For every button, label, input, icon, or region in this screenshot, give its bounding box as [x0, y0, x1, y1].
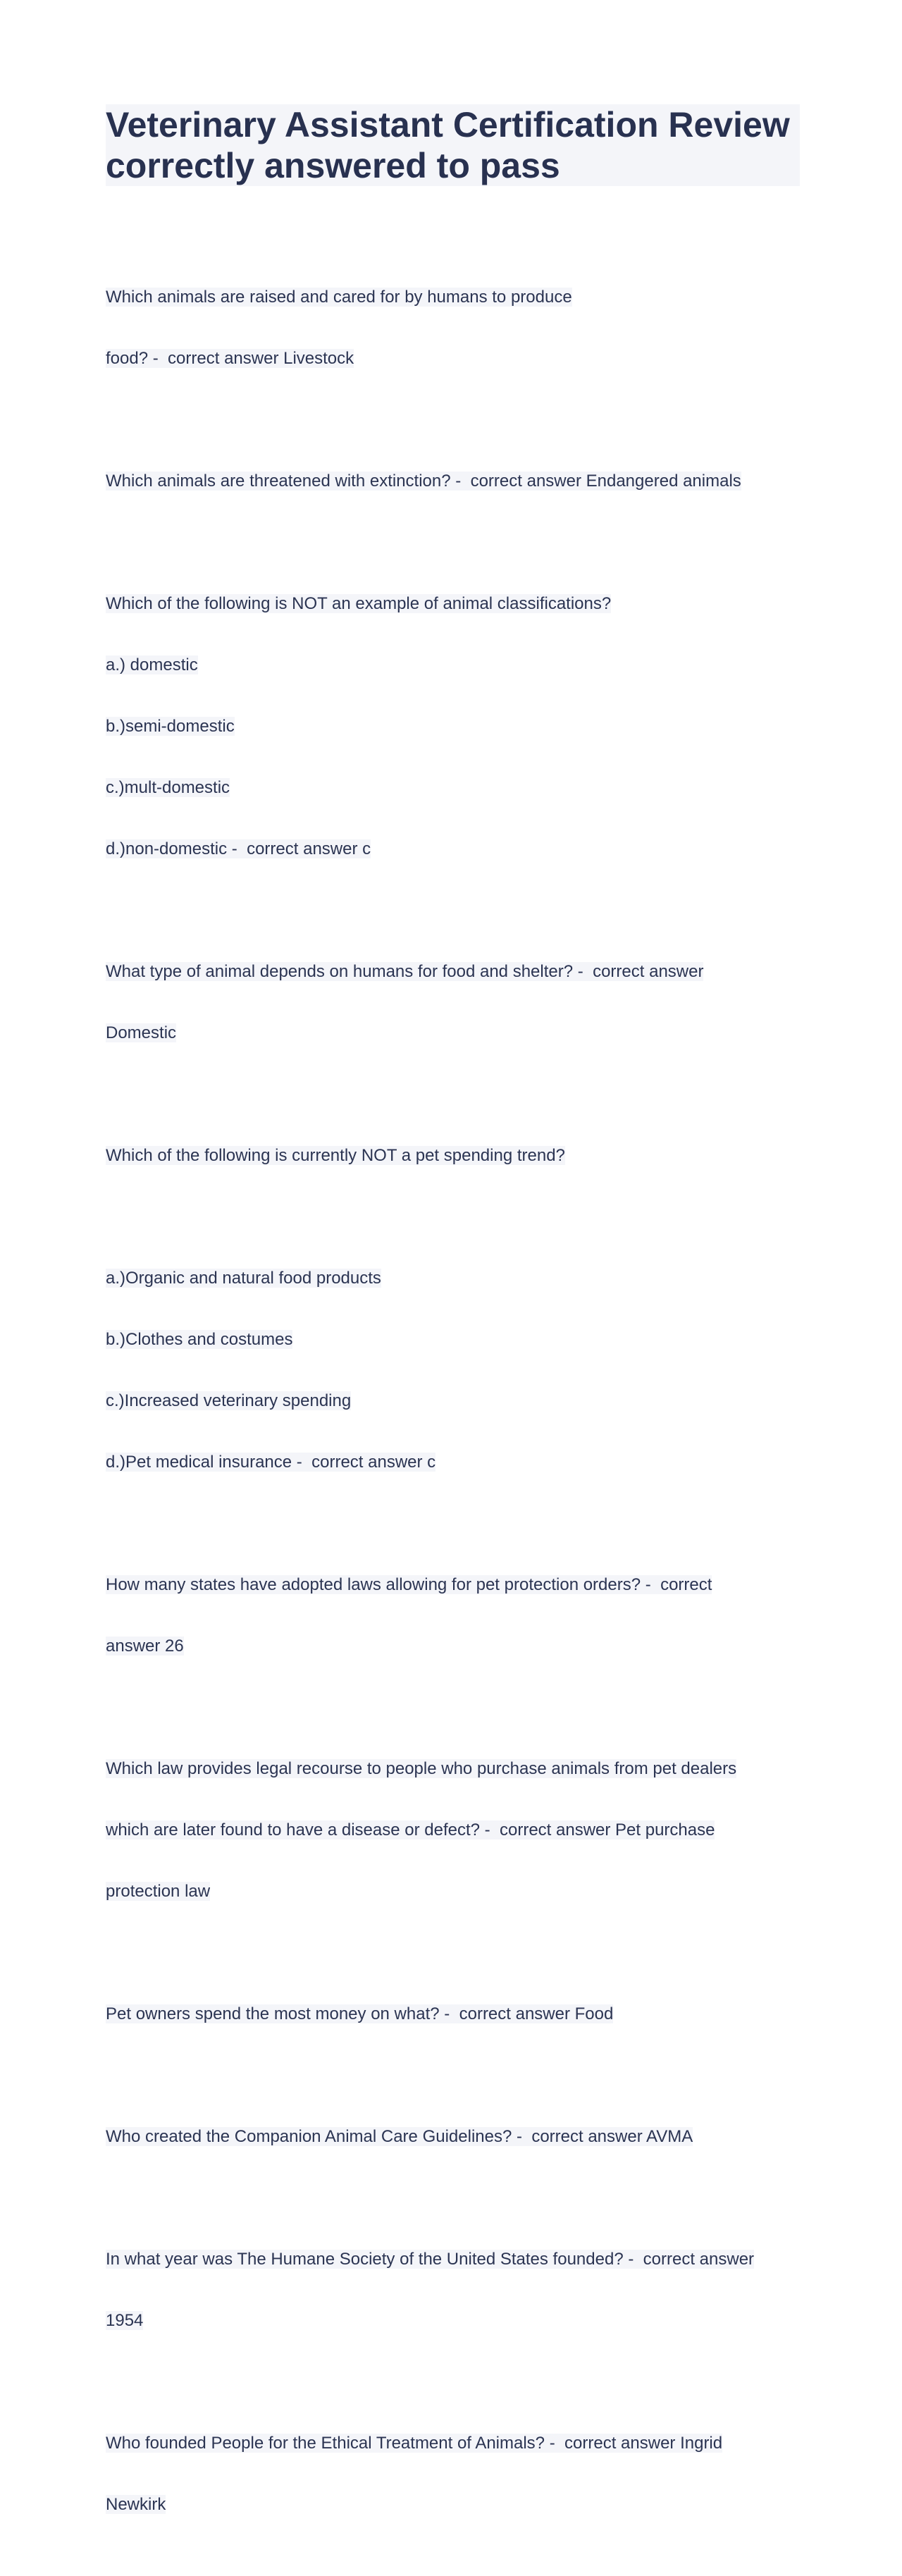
qa-item	[106, 553, 800, 900]
qa-option: d.)non-domestic - correct answer c	[106, 839, 371, 858]
qa-line: food? - correct answer Livestock	[106, 349, 354, 368]
qa-option: b.)semi-domestic	[106, 717, 235, 736]
qa-line: Who founded People for the Ethical Treatment of Animals? - correct answer Ingrid	[106, 2434, 723, 2453]
qa-item	[106, 430, 800, 532]
qa-line: Who created the Companion Animal Care Guidelines? - correct answer AVMA	[106, 2127, 693, 2146]
qa-option: b.)Clothes and costumes	[106, 1330, 293, 1349]
qa-line: In what year was The Humane Society of the United States founded? - correct answer	[106, 2250, 755, 2269]
qa-line: 1954	[106, 2311, 144, 2330]
qa-item	[106, 2208, 800, 2372]
qa-line: Newkirk	[106, 2495, 166, 2514]
qa-line: Which animals are threatened with extinction? - correct answer Endangered animals	[106, 472, 741, 491]
qa-option: d.)Pet medical insurance - correct answer c	[106, 1453, 436, 1472]
qa-option: a.)Organic and natural food products	[106, 1269, 381, 1288]
qa-option: c.)mult-domestic	[106, 778, 230, 797]
qa-line: Which animals are raised and cared for by humans to produce	[106, 288, 572, 307]
qa-item	[106, 920, 800, 1084]
qa-line: Domestic	[106, 1023, 177, 1042]
qa-item	[106, 246, 800, 409]
qa-line: Which law provides legal recourse to people who purchase animals from pet dealers	[106, 1759, 737, 1778]
document-page	[106, 104, 800, 2576]
qa-line: How many states have adopted laws allowing for pet protection orders? - correct	[106, 1575, 712, 1594]
title-line-2: correctly answered to pass	[106, 145, 800, 186]
qa-line: Which of the following is NOT an example of animal classifications?	[106, 594, 612, 613]
qa-item	[106, 1718, 800, 1942]
qa-item	[106, 1104, 800, 1207]
document-title	[106, 104, 800, 186]
qa-item	[106, 1534, 800, 1697]
qa-item	[106, 1227, 800, 1513]
qa-item	[106, 2085, 800, 2188]
title-line-1: Veterinary Assistant Certification Review	[106, 104, 800, 145]
qa-option: a.) domestic	[106, 655, 198, 674]
qa-line: which are later found to have a disease or defect? - correct answer Pet purchase	[106, 1820, 715, 1839]
qa-line: protection law	[106, 1882, 211, 1901]
qa-line: Which of the following is currently NOT a pet spending trend?	[106, 1146, 565, 1165]
qa-line: What type of animal depends on humans for food and shelter? - correct answer	[106, 962, 704, 981]
qa-item	[106, 1963, 800, 2065]
qa-list	[106, 246, 800, 2556]
qa-line: answer 26	[106, 1637, 184, 1656]
qa-item	[106, 2392, 800, 2556]
qa-option: c.)Increased veterinary spending	[106, 1391, 352, 1410]
qa-line: Pet owners spend the most money on what? - correct answer Food	[106, 2004, 614, 2023]
